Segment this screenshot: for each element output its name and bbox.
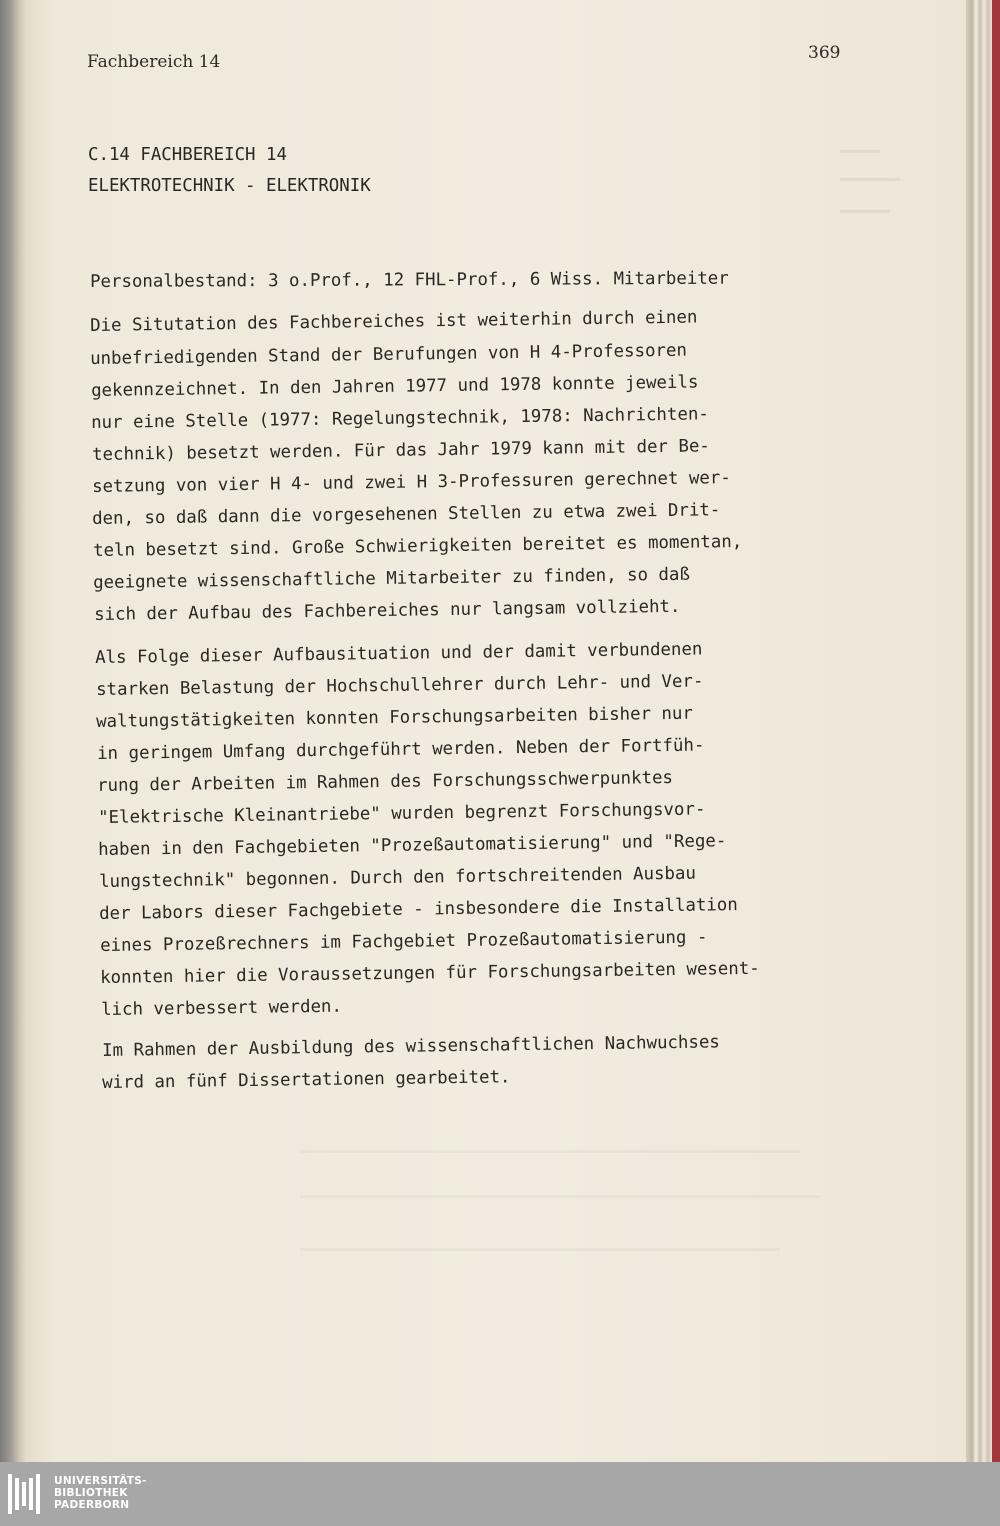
text-line: lich verbessert werden. bbox=[101, 996, 343, 1020]
text-line: lungstechnik" begonnen. Durch den fortschreitenden Ausbau bbox=[99, 863, 697, 892]
text-line: technik) besetzt werden. Für das Jahr 1979 kann mit der Be- bbox=[92, 436, 710, 465]
text-line: haben in den Fachgebieten "Prozeßautomatisierung" und "Rege- bbox=[98, 831, 727, 860]
text-line: gekennzeichnet. In den Jahren 1977 und 1978 konnte jeweils bbox=[91, 372, 699, 401]
page-number: 369 bbox=[808, 43, 841, 63]
text-line: wird an fünf Dissertationen gearbeitet. bbox=[102, 1067, 511, 1093]
section-subtitle: ELEKTROTECHNIK - ELEKTRONIK bbox=[88, 176, 371, 196]
library-name-line-2: BIBLIOTHEK bbox=[54, 1487, 128, 1499]
running-head: Fachbereich 14 bbox=[87, 52, 221, 72]
text-line: nur eine Stelle (1977: Regelungstechnik, 1978: Nachrichten- bbox=[91, 404, 709, 433]
text-line: rung der Arbeiten im Rahmen des Forschungsschwerpunktes bbox=[97, 767, 674, 796]
library-logo-icon bbox=[8, 1474, 48, 1514]
text-line: eines Prozeßrechners im Fachgebiet Prozeßautomatisierung - bbox=[100, 927, 708, 956]
text-line: konnten hier die Voraussetzungen für Forschungsarbeiten wesent- bbox=[100, 958, 760, 988]
text-line: geeignete wissenschaftliche Mitarbeiter zu finden, so daß bbox=[93, 564, 691, 593]
text-line: in geringem Umfang durchgeführt werden. Neben der Fortfüh- bbox=[97, 735, 705, 764]
text-line: der Labors dieser Fachgebiete - insbesondere die Installation bbox=[99, 895, 738, 924]
text-line: setzung von vier H 4- und zwei H 3-Professuren gerechnet wer- bbox=[92, 468, 731, 497]
text-line: "Elektrische Kleinantriebe" wurden begrenzt Forschungsvor- bbox=[98, 799, 706, 828]
text-line: Im Rahmen der Ausbildung des wissenschaftlichen Nachwuchses bbox=[102, 1032, 720, 1061]
text-line: unbefriedigenden Stand der Berufungen von H 4-Professoren bbox=[90, 340, 688, 369]
staff-line: Personalbestand: 3 o.Prof., 12 FHL-Prof., 6 Wiss. Mitarbeiter bbox=[90, 268, 729, 292]
library-footer bbox=[0, 1462, 1000, 1526]
book-gutter-shadow bbox=[0, 0, 26, 1462]
text-line: waltungstätigkeiten konnten Forschungsarbeiten bisher nur bbox=[96, 703, 694, 732]
library-name-line-3: PADERBORN bbox=[54, 1499, 130, 1511]
binding-edge bbox=[992, 0, 1000, 1462]
text-line: Die Situtation des Fachbereiches ist weiterhin durch einen bbox=[90, 307, 698, 336]
library-name-line-1: UNIVERSITÄTS- bbox=[54, 1475, 147, 1487]
text-line: Als Folge dieser Aufbausituation und der damit verbundenen bbox=[95, 639, 703, 668]
text-line: den, so daß dann die vorgesehenen Stellen zu etwa zwei Drit- bbox=[92, 500, 721, 529]
text-line: starken Belastung der Hochschullehrer durch Lehr- und Ver- bbox=[96, 671, 704, 700]
section-heading: C.14 FACHBEREICH 14 bbox=[88, 145, 287, 165]
text-line: sich der Aufbau des Fachbereiches nur langsam vollzieht. bbox=[94, 596, 681, 625]
text-line: teln besetzt sind. Große Schwierigkeiten bereitet es momentan, bbox=[93, 531, 743, 561]
